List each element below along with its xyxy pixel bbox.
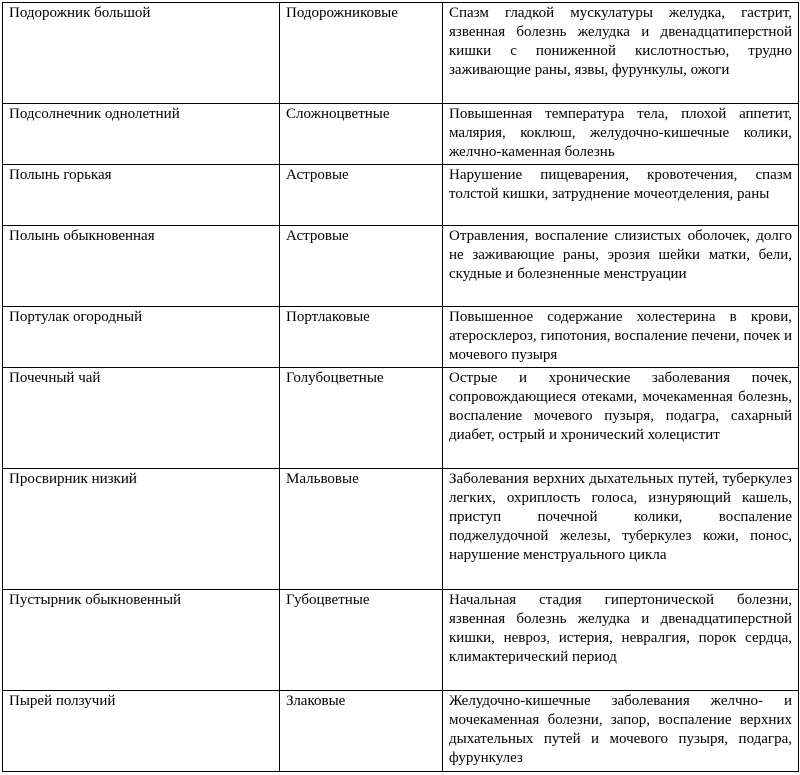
table-row — [3, 590, 799, 691]
plant-name-cell: Подорожник большой — [3, 3, 280, 104]
plant-family-cell: Голубоцветные — [280, 368, 443, 469]
plant-family-cell: Портлаковые — [280, 307, 443, 368]
indications-cell: Отравления, воспаление слизистых оболочек, долго не заживающие раны, эрозия шейки матки, бели, скудные и болезненные менструации — [443, 226, 799, 307]
plant-name-cell: Полынь горькая — [3, 165, 280, 226]
plant-family-cell: Подорожниковые — [280, 3, 443, 104]
plant-name-cell: Пустырник обыкновенный — [3, 590, 280, 691]
table-row — [3, 3, 799, 104]
plant-name-cell: Почечный чай — [3, 368, 280, 469]
plant-family-cell: Астровые — [280, 226, 443, 307]
table-row — [3, 691, 799, 772]
herbs-table — [2, 2, 799, 772]
indications-cell: Острые и хронические заболевания почек, сопровождающиеся отеками, мочекаменная болезнь, воспаление мочевого пузыря, подагра, сахарный диабет, острый и хронический холецистит — [443, 368, 799, 469]
table-row — [3, 226, 799, 307]
table-row — [3, 368, 799, 469]
table-row — [3, 307, 799, 368]
indications-cell: Нарушение пищеварения, кровотечения, спазм толстой кишки, затруднение мочеотделения, раны — [443, 165, 799, 226]
indications-cell: Начальная стадия гипертонической болезни, язвенная болезнь желудка и двенадцатиперстной кишки, невроз, истерия, невралгия, порок сердца, климактерический период — [443, 590, 799, 691]
plant-family-cell: Злаковые — [280, 691, 443, 772]
indications-cell: Спазм гладкой мускулатуры желудка, гастрит, язвенная болезнь желудка и двенадцатиперстной кишки с пониженной кислотностью, трудно заживающие раны, язвы, фурункулы, ожоги — [443, 3, 799, 104]
plant-name-cell: Портулак огородный — [3, 307, 280, 368]
plant-name-cell: Пырей ползучий — [3, 691, 280, 772]
plant-name-cell: Просвирник низкий — [3, 469, 280, 590]
table-row — [3, 469, 799, 590]
plant-family-cell: Сложноцветные — [280, 104, 443, 165]
table-row — [3, 165, 799, 226]
indications-cell: Повышенная температура тела, плохой аппетит, малярия, коклюш, желудочно-кишечные колики, желчно-каменная болезнь — [443, 104, 799, 165]
plant-family-cell: Губоцветные — [280, 590, 443, 691]
plant-family-cell: Мальвовые — [280, 469, 443, 590]
herbs-table-body — [3, 3, 799, 772]
plant-name-cell: Полынь обыкновенная — [3, 226, 280, 307]
table-row — [3, 104, 799, 165]
indications-cell: Заболевания верхних дыхательных путей, туберкулез легких, охриплость голоса, изнуряющий кашель, приступ почечной колики, воспаление поджелудочной железы, туберкулез кожи, понос, нарушение менструального цикла — [443, 469, 799, 590]
indications-cell: Желудочно-кишечные заболевания желчно- и мочекаменная болезни, запор, воспаление верхних дыхательных путей и мочевого пузыря, подагра, фурункулез — [443, 691, 799, 772]
indications-cell: Повышенное содержание холестерина в крови, атеросклероз, гипотония, воспаление печени, почек и мочевого пузыря — [443, 307, 799, 368]
plant-family-cell: Астровые — [280, 165, 443, 226]
plant-name-cell: Подсолнечник однолетний — [3, 104, 280, 165]
